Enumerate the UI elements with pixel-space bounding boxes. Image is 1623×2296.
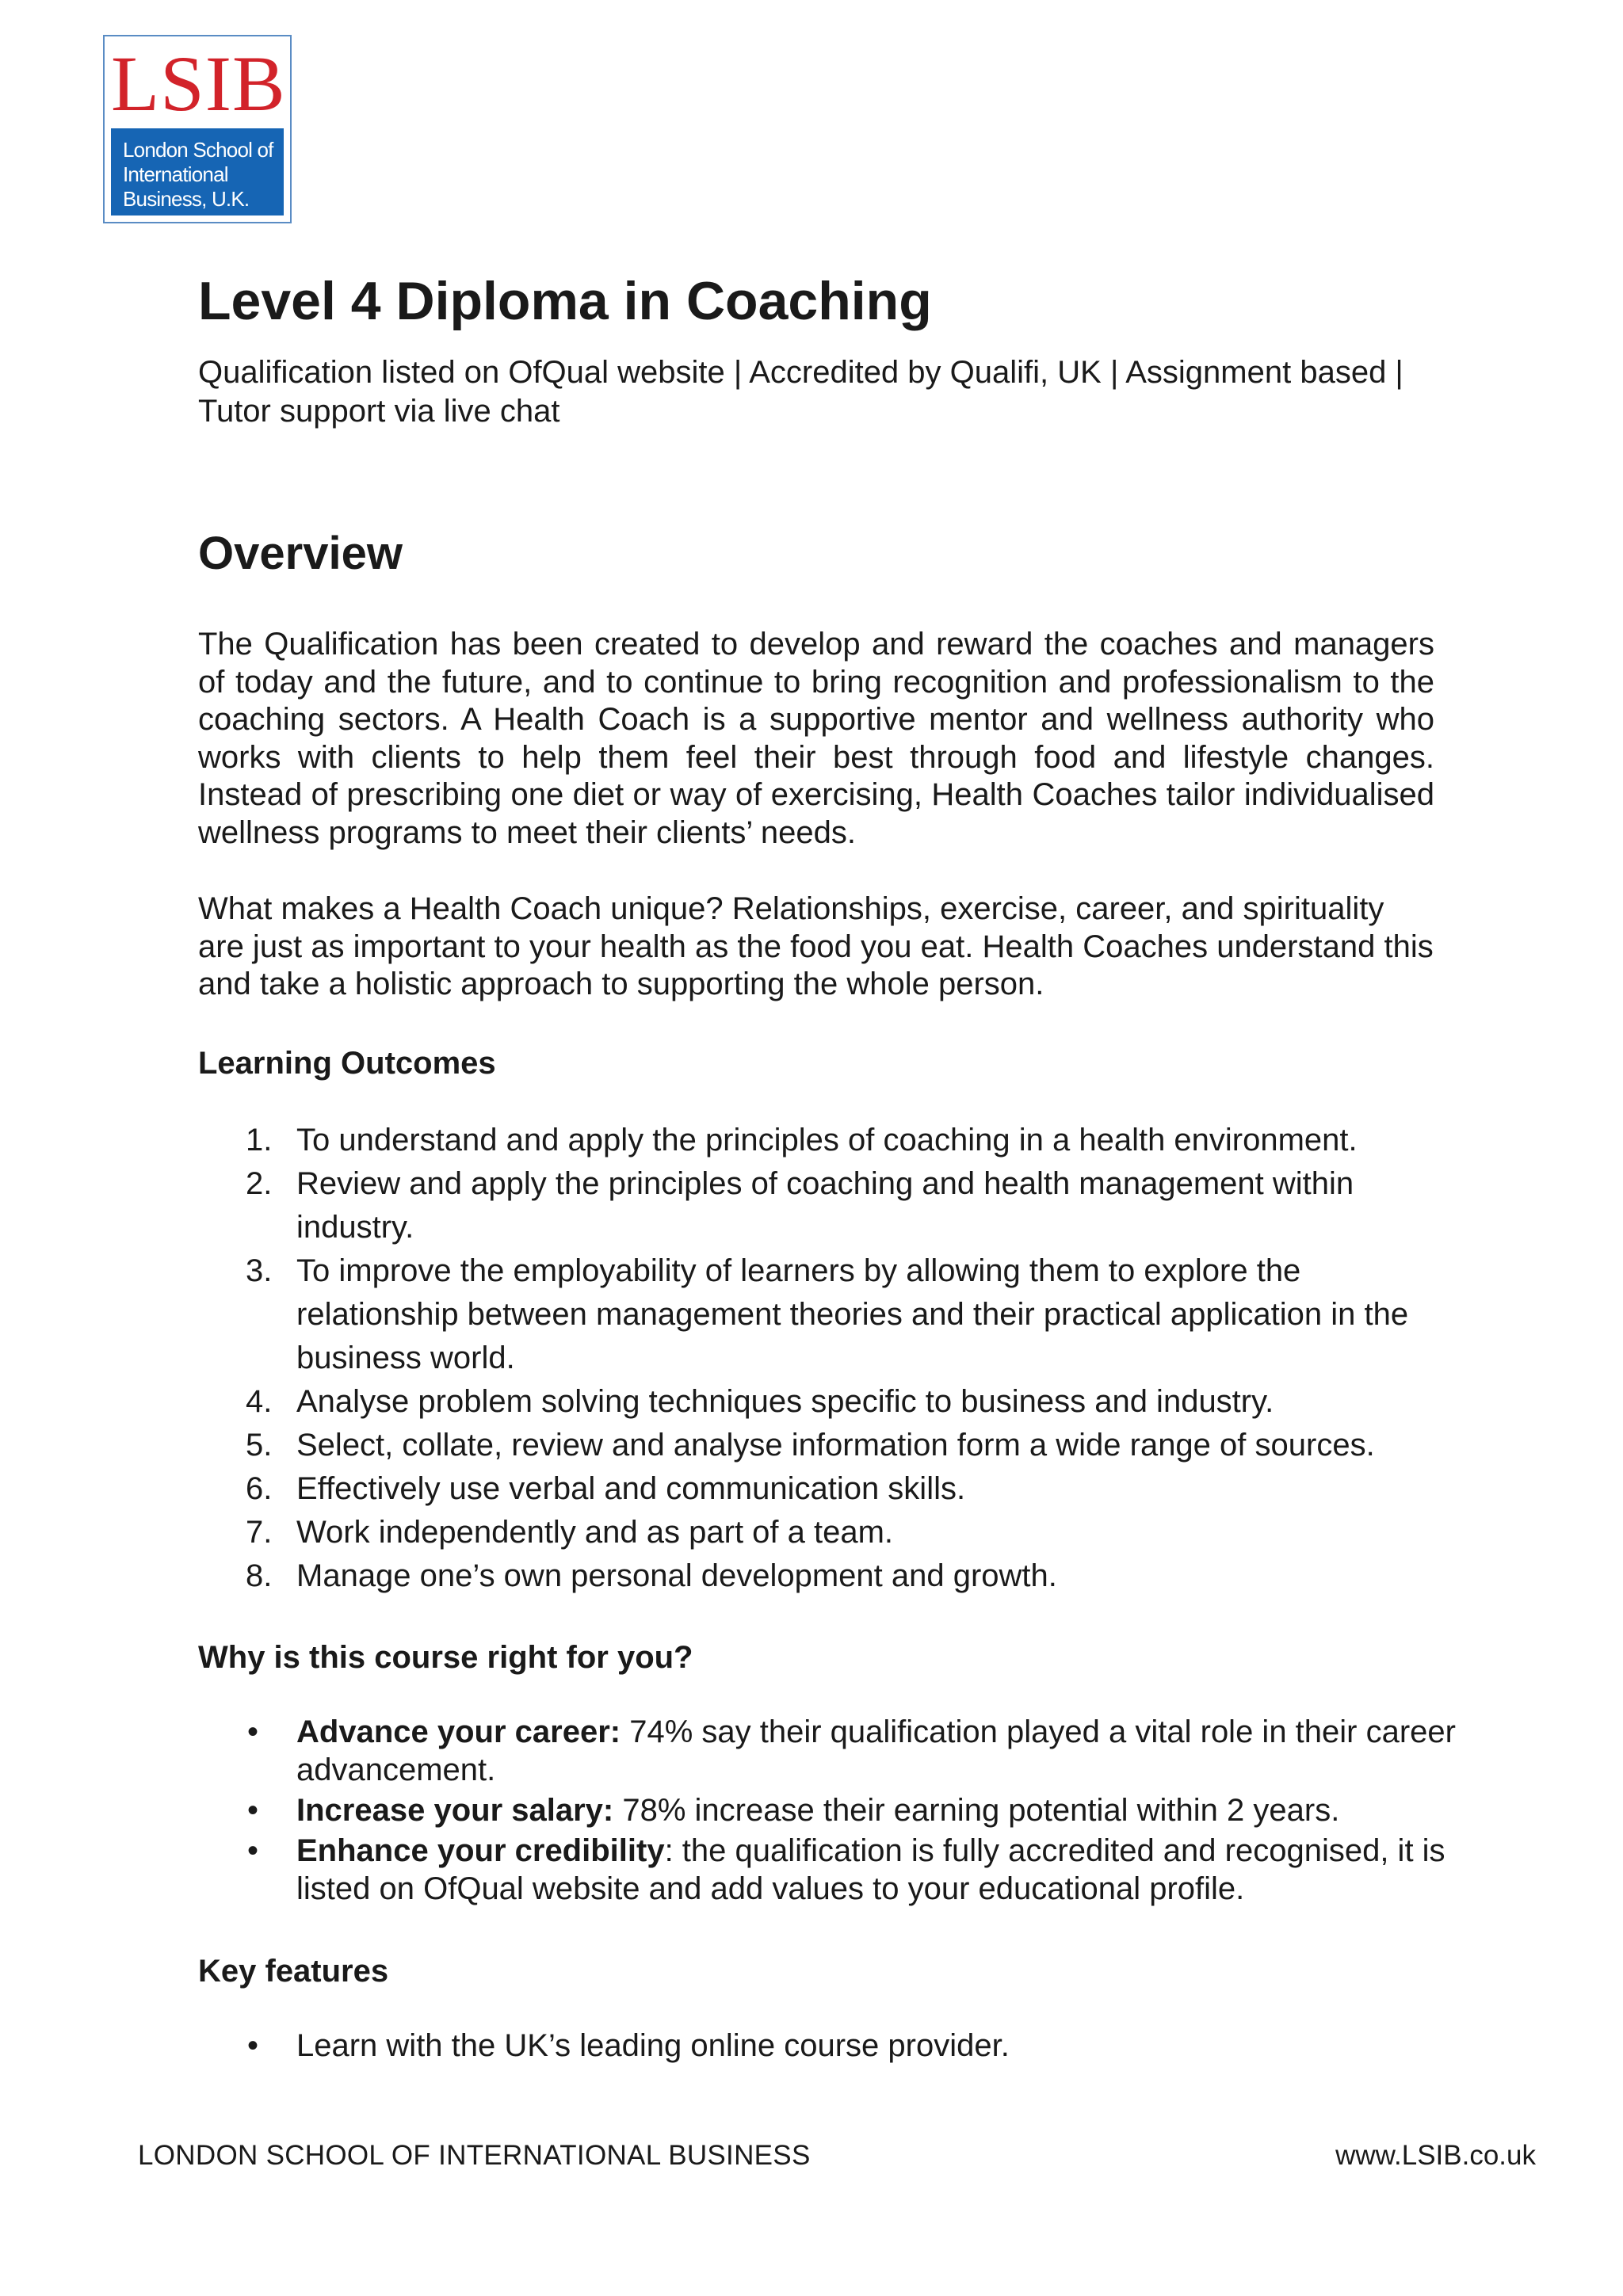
list-number: 7. bbox=[246, 1515, 273, 1550]
list-item bbox=[198, 1467, 1466, 1511]
bullet-icon: • bbox=[247, 1714, 259, 1749]
list-number: 2. bbox=[246, 1166, 273, 1201]
key-features-heading: Key features bbox=[198, 1954, 389, 1989]
logo-line-1: London School of bbox=[123, 138, 273, 162]
list-item-text: To improve the employability of learners by allowing them to explore the relationship between management theories and their practical application in the business world. bbox=[296, 1253, 1409, 1375]
list-number: 5. bbox=[246, 1428, 273, 1463]
bullet-icon: • bbox=[247, 2028, 259, 2063]
list-item bbox=[198, 1713, 1466, 1789]
list-number: 4. bbox=[246, 1384, 273, 1419]
list-item-text: Select, collate, review and analyse information form a wide range of sources. bbox=[296, 1428, 1375, 1463]
list-item bbox=[198, 1554, 1466, 1598]
list-item bbox=[198, 1424, 1466, 1467]
list-item-text: Effectively use verbal and communication skills. bbox=[296, 1471, 966, 1506]
list-item bbox=[198, 1791, 1466, 1829]
list-item-text: Learn with the UK’s leading online course provider. bbox=[296, 2028, 1010, 2063]
logo-wordmark: LSIB bbox=[111, 40, 286, 128]
footer-website-link[interactable]: www.LSIB.co.uk bbox=[1335, 2140, 1536, 2171]
why-course-list bbox=[198, 1713, 1466, 1910]
list-item-text: Analyse problem solving techniques specific to business and industry. bbox=[296, 1384, 1274, 1419]
footer-school-name: LONDON SCHOOL OF INTERNATIONAL BUSINESS bbox=[138, 2140, 811, 2171]
list-number: 8. bbox=[246, 1558, 273, 1593]
logo-line-2: International bbox=[123, 162, 228, 186]
list-item bbox=[198, 1249, 1466, 1380]
logo-inner bbox=[111, 40, 286, 215]
list-item bbox=[198, 1832, 1466, 1908]
why-course-heading: Why is this course right for you? bbox=[198, 1640, 693, 1675]
learning-outcomes-heading: Learning Outcomes bbox=[198, 1046, 496, 1081]
list-item-text: 74% say their qualification played a vital role in their career advancement. bbox=[296, 1714, 1456, 1787]
lsib-logo bbox=[103, 35, 292, 223]
list-item bbox=[198, 1380, 1466, 1424]
list-item-text: Work independently and as part of a team. bbox=[296, 1515, 894, 1550]
page-subtitle: Qualification listed on OfQual website | Accredited by Qualifi, UK | Assignment based | Tutor support via live chat bbox=[198, 355, 1403, 429]
logo-subtitle-panel bbox=[111, 128, 284, 215]
list-item bbox=[198, 1162, 1466, 1249]
list-item-bold: Increase your salary: bbox=[296, 1793, 614, 1828]
overview-paragraph-2: What makes a Health Coach unique? Relationships, exercise, career, and spirituality are just as important to your health as the food you eat. Health Coaches understand this and take a holistic approach to supporting the whole person. bbox=[198, 891, 1434, 1002]
list-item-bold: Advance your career: bbox=[296, 1714, 621, 1749]
list-item-text: 78% increase their earning potential within 2 years. bbox=[613, 1793, 1340, 1828]
overview-paragraph-1: The Qualification has been created to develop and reward the coaches and managers of today and the future, and to continue to bring recognition and professionalism to the coaching sectors. A Health Coach is a supportive mentor and wellness authority who works with clients to help them feel their best through food and lifestyle changes. Instead of prescribing one diet or way of exercising, Health Coaches tailor individualised wellness programs to meet their clients’ needs. bbox=[198, 627, 1434, 850]
list-item bbox=[198, 1511, 1466, 1554]
list-item-bold: Enhance your credibility bbox=[296, 1833, 665, 1868]
list-item-text: Manage one’s own personal development and growth. bbox=[296, 1558, 1057, 1593]
bullet-icon: • bbox=[247, 1793, 259, 1828]
list-item-text: Review and apply the principles of coaching and health management within industry. bbox=[296, 1166, 1354, 1245]
page-title: Level 4 Diploma in Coaching bbox=[198, 271, 932, 331]
list-number: 6. bbox=[246, 1471, 273, 1506]
list-item-text: : the qualification is fully accredited and recognised, it is listed on OfQual website and add values to your educational profile. bbox=[296, 1833, 1445, 1906]
learning-outcomes-list bbox=[198, 1119, 1466, 1598]
logo-line-3: Business, U.K. bbox=[123, 187, 250, 211]
list-number: 3. bbox=[246, 1253, 273, 1288]
list-item-text: To understand and apply the principles of coaching in a health environment. bbox=[296, 1123, 1358, 1158]
list-number: 1. bbox=[246, 1123, 273, 1158]
bullet-icon: • bbox=[247, 1833, 259, 1868]
list-item bbox=[198, 2027, 1466, 2065]
overview-heading: Overview bbox=[198, 528, 403, 579]
list-item bbox=[198, 1119, 1466, 1162]
key-features-list bbox=[198, 2027, 1466, 2065]
